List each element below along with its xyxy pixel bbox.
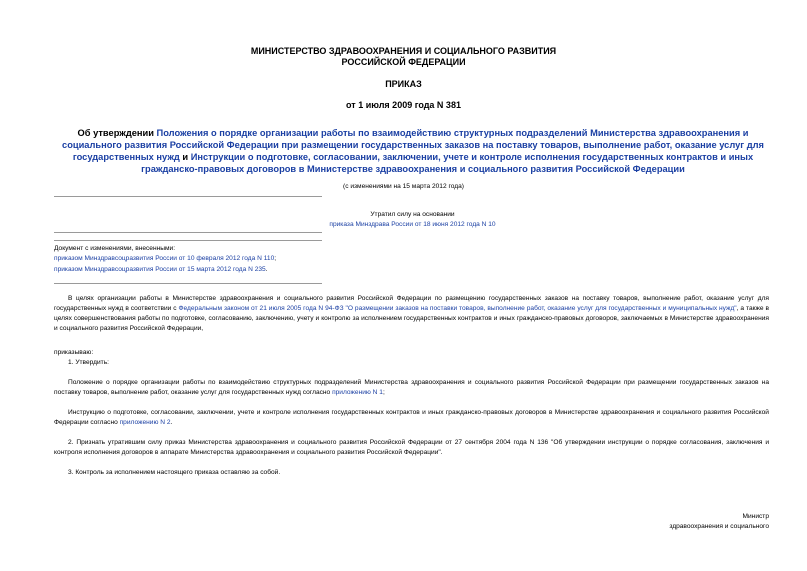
doc-date: от 1 июля 2009 года N 381 [346, 100, 461, 110]
amend-note: (с изменениями на 15 марта 2012 года) [343, 183, 464, 190]
signature-title: Министр [742, 513, 769, 520]
item-1: 1. Утвердить: [68, 359, 109, 366]
instruction-link[interactable]: Инструкции о подготовке, согласовании, заключении, учете и контроле исполнения государственных контрактов и иных гражданско-правовых договоров в Министерстве здравоохранения и социального развития Российской Федерации [141, 152, 754, 174]
appendix-2-link[interactable]: приложению N 2 [119, 419, 171, 426]
intro-text-tail: , а также в целях совершенствования работы по подготовке, согласованию, заключению, учету и контролю за исполнением государственных контрактов и иных гражданско-правовых договоров, заключаемых в Министерстве здравоохранения и социального развития Российской Федерации, [54, 305, 769, 332]
divider [54, 196, 322, 197]
divider [54, 232, 322, 233]
amendment-tail: . [265, 266, 268, 273]
repeal-link[interactable]: приказа Минздрава России от 18 июня 2012 года N 10 [329, 221, 496, 228]
title-middle: и [179, 152, 191, 162]
amendment-link[interactable]: приказом Минздравсоцразвития России от 10 февраля 2012 года N 110 [54, 255, 275, 262]
ministry-line-2: РОССИЙСКОЙ ФЕДЕРАЦИИ [341, 57, 466, 67]
intro-paragraph [54, 294, 769, 334]
divider [54, 283, 322, 284]
amendment-item [54, 265, 454, 274]
federal-law-link[interactable]: Федеральным законом от 21 июля 2005 года N 94-ФЗ "О размещении заказов на поставки товаров, выполнение работ, оказание услуг для государственных и муниципальных нужд" [178, 305, 737, 312]
amendments-label: Документ с изменениями, внесенными: [54, 245, 176, 252]
signature-subtitle: здравоохранения и социального [669, 523, 769, 530]
amendment-tail: ; [274, 255, 277, 262]
amendment-link[interactable]: приказом Минздравсоцразвития России от 15 марта 2012 года N 235 [54, 266, 266, 273]
regulation-link[interactable]: Положения о порядке организации работы по взаимодействию структурных подразделений Министерства здравоохранения и социального развития Российской Федерации при размещении государственных заказов на поставку товаров, выполнение работ, оказание услуг для государственных нужд [62, 128, 764, 162]
appendix-1-link[interactable]: приложению N 1 [332, 389, 383, 396]
ministry-line-1: МИНИСТЕРСТВО ЗДРАВООХРАНЕНИЯ И СОЦИАЛЬНОГО РАЗВИТИЯ [250, 46, 557, 56]
title-prefix: Об утверждении [77, 128, 157, 138]
order-word: приказываю: [54, 349, 94, 356]
regulation-tail: ; [382, 389, 385, 396]
doc-type: ПРИКАЗ [385, 79, 422, 89]
divider [54, 240, 322, 241]
document-title [54, 127, 772, 175]
intro-text: В целях организации работы в Министерстве здравоохранения и социального развития Российской Федерации по размещению государственных заказов на поставку товаров, выполнение работ, оказание услуг для государственных нужд в соответствии с [54, 295, 769, 312]
item-2: 2. Признать утратившим силу приказ Министерства здравоохранения и социального развития Российской Федерации от 27 сентября 2004 года N 136 "Об утверждении инструкции о порядке согласования, заключения и контроля исполнения договоров в аппарате Министерства здравоохранения и социального развития Российской Федерации". [54, 439, 769, 456]
item-3: 3. Контроль за исполнением настоящего приказа оставляю за собой. [68, 469, 281, 476]
regulation-paragraph [54, 378, 769, 398]
instruction-text: Инструкцию о подготовке, согласовании, заключении, учете и контроле исполнения государственных контрактов и иных гражданско-правовых договоров в Министерстве здравоохранения и социального развития Российской Федерации согласно [54, 409, 769, 426]
instruction-tail: . [170, 419, 173, 426]
regulation-text: Положение о порядке организации работы по взаимодействию структурных подразделений Министерства здравоохранения и социального развития Российской Федерации при размещении государственных заказов на поставку товаров, выполнение работ, оказание услуг для государственных нужд согласно [54, 379, 769, 396]
repeal-line: Утратил силу на основании [370, 211, 455, 218]
amendment-item [54, 254, 454, 263]
instruction-paragraph [54, 408, 769, 428]
